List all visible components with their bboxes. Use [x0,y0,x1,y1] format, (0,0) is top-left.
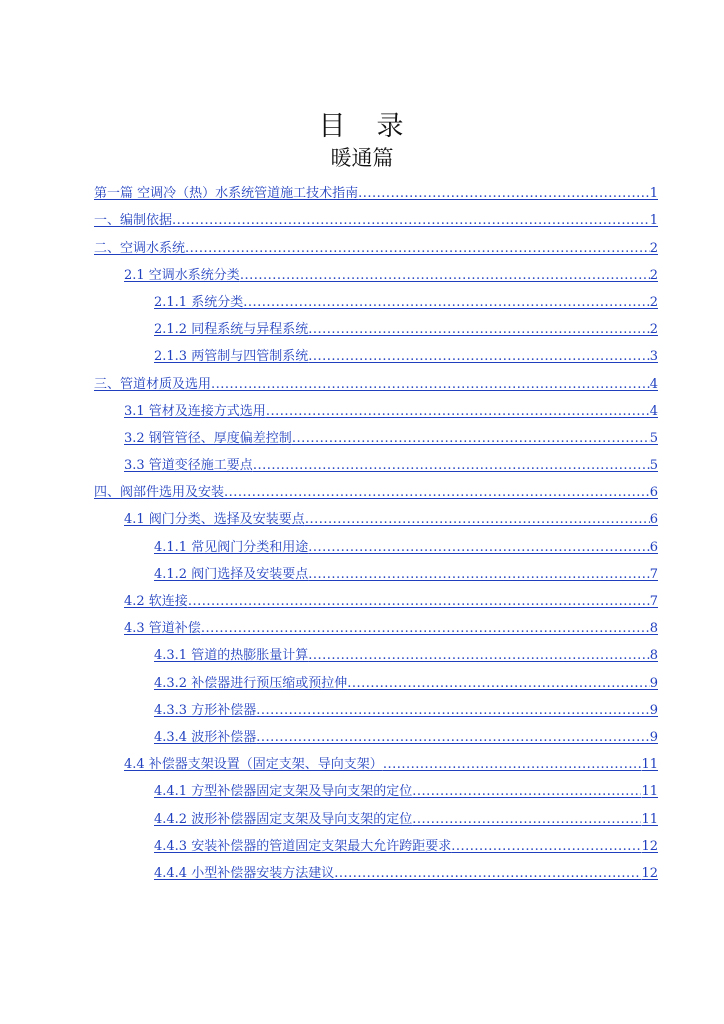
toc-entry-title: 二、空调水系统 [94,240,186,256]
toc-entry-title: 2.1 空调水系统分类 [124,267,240,283]
toc-page-number: 7 [649,566,658,582]
toc-entry[interactable] [0,694,724,721]
toc-dot-leader [308,648,650,666]
toc-page-number: 7 [649,594,658,609]
toc-entry-title: 2.1.1 系统分类 [154,294,244,310]
toc-entry[interactable] [0,558,724,585]
toc-dot-leader [292,431,650,449]
toc-entry-title: 4.1.1 常见阀门分类和用途 [154,539,309,555]
toc-page-number: 6 [649,512,658,528]
toc-entry[interactable] [0,395,724,422]
toc-entry[interactable] [0,422,724,449]
toc-page-number: 9 [649,702,658,718]
toc-dot-leader [256,730,650,748]
toc-entry-title: 4.1.2 阀门选择及安装要点 [154,566,309,582]
toc-dot-leader [256,703,650,721]
toc-entry[interactable] [0,259,724,286]
toc-entry-title: 4.2 软连接 [124,594,188,609]
toc-page-number: 1 [649,186,658,202]
toc-entry-title: 一、编制依据 [94,213,173,229]
toc-page-number: 11 [641,811,658,827]
toc-entry[interactable] [0,340,724,367]
toc-page-number: 2 [649,267,658,283]
toc-page-number: 4 [649,376,658,392]
toc-entry-title: 3.2 钢管管径、厚度偏差控制 [124,430,292,446]
toc-entry[interactable] [0,367,724,394]
toc-entry-title: 4.4.1 方型补偿器固定支架及导向支架的定位 [154,784,413,800]
toc-dot-leader [305,512,650,530]
toc-entry-title: 4.4.4 小型补偿器安装方法建议 [154,865,335,881]
toc-page-number: 3 [649,349,658,365]
toc-entry[interactable] [0,830,724,857]
toc-dot-leader [240,268,650,286]
toc-entry[interactable] [0,721,724,748]
toc-dot-leader [185,241,650,259]
toc-dot-leader [383,757,642,775]
toc-dot-leader [308,540,650,558]
toc-page-number: 2 [649,240,658,256]
toc-entry[interactable] [0,585,724,612]
toc-page-number: 1 [649,213,658,229]
toc-entry-title: 3.1 管材及连接方式选用 [124,403,266,419]
toc-dot-leader [347,676,650,694]
toc-page-number: 5 [649,430,658,446]
toc-entry-title: 4.3 管道补偿 [124,621,201,637]
toc-dot-leader [253,458,650,476]
toc-entry[interactable] [0,748,724,775]
toc-page-number: 9 [649,675,658,691]
toc-entry[interactable] [0,449,724,476]
toc-dot-leader [334,866,641,884]
toc-dot-leader [412,784,641,802]
toc-page-number: 5 [649,458,658,474]
toc-page-number: 6 [649,485,658,501]
toc-entry-title: 2.1.3 两管制与四管制系统 [154,349,309,365]
toc-entry-title: 4.4.2 波形补偿器固定支架及导向支架的定位 [154,811,413,827]
toc-page-number: 12 [641,865,658,881]
toc-entry[interactable] [0,503,724,530]
toc-entry[interactable] [0,286,724,313]
page-title: 目 录 [318,111,406,142]
toc-page-number: 4 [649,403,658,419]
page-subtitle: 暖通篇 [330,146,394,170]
toc-entry[interactable] [0,204,724,231]
toc-page-number: 8 [649,621,658,637]
toc-dot-leader [308,349,650,367]
toc-dot-leader [266,404,650,422]
toc-dot-leader [201,621,650,639]
toc-entry-title: 四、阀部件选用及安装 [94,485,225,501]
toc-page-number: 11 [641,757,658,773]
toc-entry[interactable] [0,476,724,503]
toc-dot-leader [224,485,650,503]
toc-entry-title: 4.3.1 管道的热膨胀量计算 [154,648,309,664]
toc-entry-title: 4.3.4 波形补偿器 [154,729,257,745]
toc-entry[interactable] [0,177,724,204]
toc-page-number: 8 [649,648,658,664]
toc-entry[interactable] [0,775,724,802]
toc-entry[interactable] [0,530,724,557]
table-of-contents [0,177,724,884]
toc-entry-title: 4.4 补偿器支架设置（固定支架、导向支架） [124,757,383,773]
toc-dot-leader [172,213,650,231]
toc-dot-leader [358,186,650,204]
toc-entry-title: 4.4.3 安装补偿器的管道固定支架最大允许跨距要求 [154,838,452,854]
toc-page-number: 2 [649,322,658,338]
toc-entry-title: 4.3.2 补偿器进行预压缩或预拉伸 [154,675,348,691]
toc-entry[interactable] [0,802,724,829]
toc-entry[interactable] [0,313,724,340]
toc-entry-title: 3.3 管道变径施工要点 [124,458,253,474]
toc-entry[interactable] [0,639,724,666]
toc-page-number: 2 [649,294,658,310]
toc-page-number: 12 [641,838,658,854]
toc-dot-leader [412,812,641,830]
toc-dot-leader [308,567,650,585]
toc-entry-title: 2.1.2 同程系统与异程系统 [154,322,309,338]
toc-entry-title: 三、管道材质及选用 [94,376,212,392]
toc-page-number: 9 [649,729,658,745]
toc-entry[interactable] [0,612,724,639]
toc-entry-title: 第一篇 空调冷（热）水系统管道施工技术指南 [94,186,359,202]
toc-page-number: 11 [641,784,658,800]
toc-entry[interactable] [0,231,724,258]
toc-entry[interactable] [0,857,724,884]
toc-dot-leader [308,322,650,340]
toc-dot-leader [451,839,641,857]
toc-dot-leader [188,594,650,612]
toc-dot-leader [243,295,650,313]
toc-dot-leader [211,377,650,395]
toc-entry[interactable] [0,666,724,693]
toc-page-number: 6 [649,539,658,555]
toc-entry-title: 4.1 阀门分类、选择及安装要点 [124,512,305,528]
toc-entry-title: 4.3.3 方形补偿器 [154,702,257,718]
